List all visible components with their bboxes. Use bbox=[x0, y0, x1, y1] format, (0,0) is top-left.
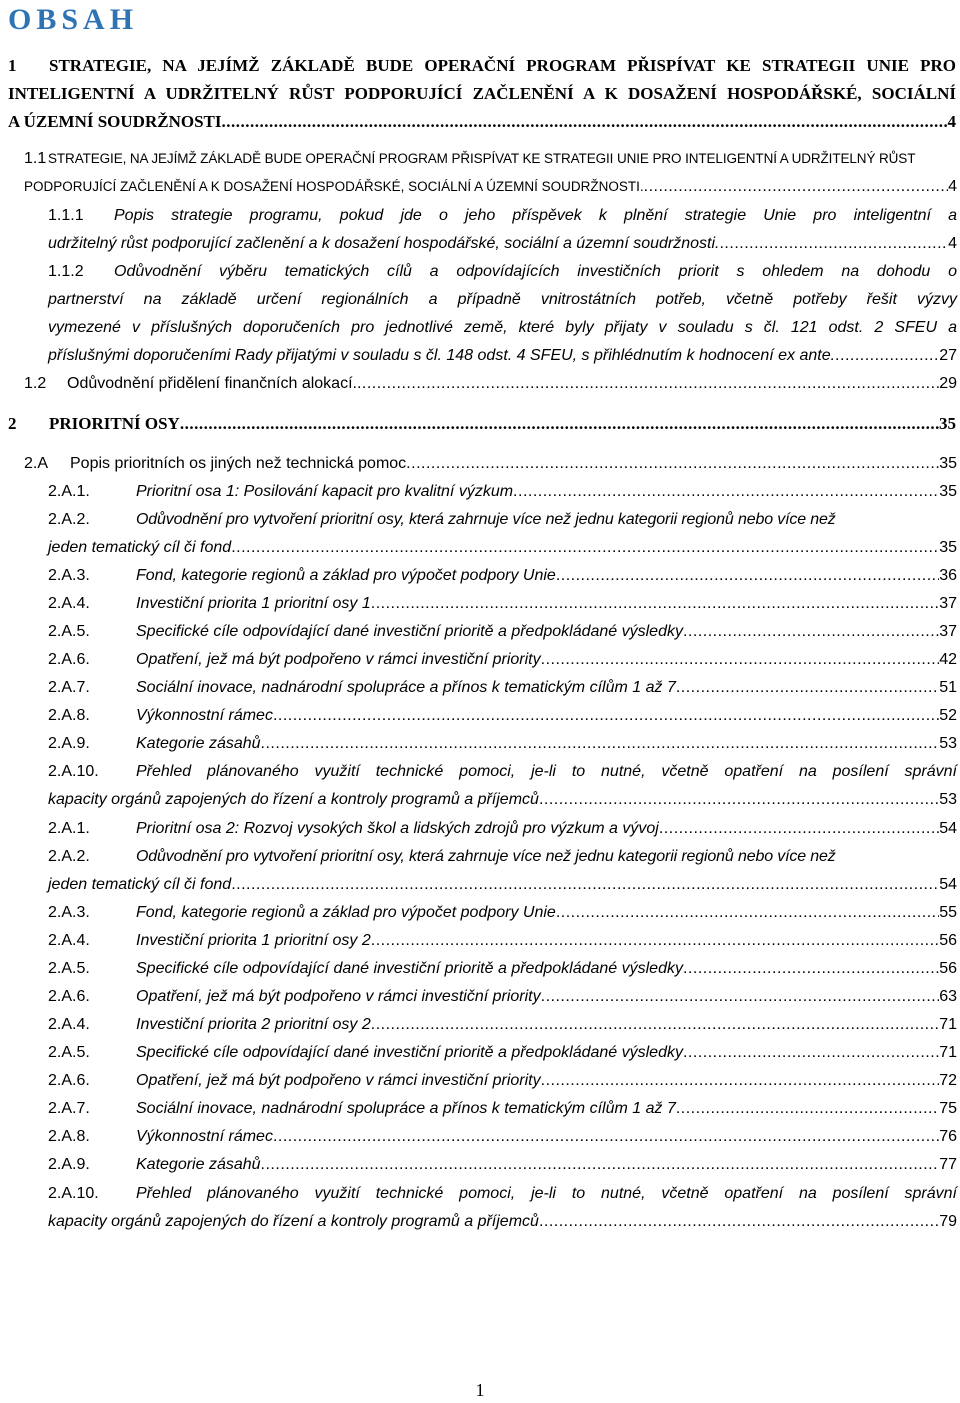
toc-leader bbox=[835, 342, 939, 370]
toc-entry-title: Přehled plánovaného využití technické pomoci, je-li to nutné, včetně opatření na posílení správní bbox=[136, 763, 957, 780]
toc-page-number: 52 bbox=[939, 707, 957, 724]
toc-entry-title: udržitelný růst podporující začlenění a k dosažení hospodářské, sociální a územní soudržnosti. bbox=[48, 235, 720, 252]
toc-entry-title: Popis strategie programu, pokud jde o jeho příspěvek k plnění strategie Unie pro inteligentní a bbox=[114, 207, 957, 224]
toc-page-number: 29 bbox=[939, 375, 957, 392]
toc-entry-title: Sociální inovace, nadnárodní spolupráce a přínos k tematickým cílům 1 až 7 bbox=[136, 679, 676, 696]
toc-entry-number: 2.A.2. bbox=[48, 848, 90, 865]
toc-entry[interactable] bbox=[48, 1039, 957, 1067]
toc-entry-title: Přehled plánovaného využití technické pomoci, je-li to nutné, včetně opatření na posílení správní bbox=[136, 1185, 957, 1202]
toc-entry-number: 2.A.6. bbox=[48, 988, 90, 1005]
toc-leader bbox=[231, 871, 939, 899]
toc-leader bbox=[676, 1095, 939, 1123]
toc-entry[interactable] bbox=[48, 202, 957, 258]
toc-entry-title: Kategorie zásahů bbox=[136, 1156, 261, 1173]
toc-entry-title: Odůvodnění přidělení finančních alokací. bbox=[67, 375, 357, 392]
toc-entry[interactable] bbox=[48, 590, 957, 618]
toc-page-number: 42 bbox=[939, 651, 957, 668]
toc-entry[interactable] bbox=[48, 1180, 957, 1236]
toc-leader bbox=[539, 1208, 939, 1236]
toc-entry-number: 2.A.8. bbox=[48, 1128, 90, 1145]
toc-entry-number: 2.A.9. bbox=[48, 735, 90, 752]
toc-entry-title: kapacity orgánů zapojených do řízení a kontroly programů a příjemců bbox=[48, 791, 539, 808]
toc-entry-title: Prioritní osa 2: Rozvoj vysokých škol a lidských zdrojů pro výzkum a vývoj bbox=[136, 820, 659, 837]
toc-page-number: 54 bbox=[939, 876, 957, 893]
toc-leader bbox=[513, 478, 939, 506]
toc-entry[interactable] bbox=[8, 410, 956, 438]
toc-entry[interactable] bbox=[24, 450, 957, 478]
toc-entry-title: PODPORUJÍCÍ ZAČLENĚNÍ A K DOSAŽENÍ HOSPODÁŘSKÉ, SOCIÁLNÍ A ÚZEMNÍ SOUDRŽNOSTI. bbox=[24, 179, 644, 194]
toc-entry[interactable] bbox=[48, 1011, 957, 1039]
toc-page-number: 71 bbox=[939, 1016, 957, 1033]
toc-entry-title: Odůvodnění pro vytvoření prioritní osy, která zahrnuje více než jednu kategorii regionů nebo více než bbox=[136, 511, 836, 528]
toc-entry-title: Specifické cíle odpovídající dané investiční prioritě a předpokládané výsledky bbox=[136, 623, 683, 640]
toc-entry-number: 2.A.7. bbox=[48, 1100, 90, 1117]
toc-entry-title: jeden tematický cíl či fond bbox=[48, 876, 232, 893]
toc-page-number: 72 bbox=[939, 1072, 957, 1089]
toc-entry-title: Investiční priorita 1 prioritní osy 1 bbox=[136, 595, 371, 612]
toc-leader bbox=[371, 590, 939, 618]
toc-entry-number: 1.2 bbox=[24, 375, 47, 392]
toc-page-number: 4 bbox=[948, 178, 957, 195]
toc-entry[interactable] bbox=[48, 730, 957, 758]
toc-leader bbox=[644, 173, 948, 201]
toc-entry-title: Sociální inovace, nadnárodní spolupráce a přínos k tematickým cílům 1 až 7 bbox=[136, 1100, 676, 1117]
toc-entry-number: 2.A.6. bbox=[48, 651, 90, 668]
toc-entry-number: 2.A.5. bbox=[48, 623, 90, 640]
toc-page-number: 79 bbox=[939, 1213, 957, 1230]
toc-entry[interactable] bbox=[48, 758, 957, 814]
toc-entry-number: 2.A.1. bbox=[48, 820, 90, 837]
toc-entry-title: partnerství na základě určení regionálních a případně vnitrostátních potřeb, včetně potřeby řešit výzvy bbox=[48, 291, 957, 308]
toc-entry[interactable] bbox=[8, 52, 956, 136]
toc-entry-number: 1.1.1 bbox=[48, 207, 84, 224]
toc-leader bbox=[683, 1039, 939, 1067]
toc-page-number: 55 bbox=[939, 904, 957, 921]
toc-entry[interactable] bbox=[48, 646, 957, 674]
toc-page-number: 4 bbox=[947, 112, 956, 131]
toc-entry-title: Fond, kategorie regionů a základ pro výpočet podpory Unie bbox=[136, 904, 556, 921]
toc-entry-number: 1.1 bbox=[24, 150, 47, 167]
toc-entry-number: 2.A.8. bbox=[48, 707, 90, 724]
toc-entry-title: PRIORITNÍ OSY bbox=[49, 414, 180, 433]
toc-page-number: 35 bbox=[939, 539, 957, 556]
toc-leader bbox=[371, 927, 939, 955]
toc-entry-number: 2.A.4. bbox=[48, 1016, 90, 1033]
toc-entry[interactable] bbox=[24, 370, 957, 398]
toc-page-number: 35 bbox=[939, 414, 956, 433]
toc-entry-title: Investiční priorita 2 prioritní osy 2 bbox=[136, 1016, 371, 1033]
toc-entry-title: vymezené v příslušných doporučeních pro jednotlivé země, které byly přijaty v souladu s čl. 121 odst. 2 SFEU a bbox=[48, 319, 957, 336]
toc-entry[interactable] bbox=[48, 618, 957, 646]
toc-entry-number: 2.A.7. bbox=[48, 679, 90, 696]
toc-entry[interactable] bbox=[48, 927, 957, 955]
toc-entry-title: STRATEGIE, NA JEJÍMŽ ZÁKLADĚ BUDE OPERAČNÍ PROGRAM PŘISPÍVAT KE STRATEGII UNIE PRO bbox=[49, 56, 956, 75]
toc-entry-title: Výkonnostní rámec bbox=[136, 707, 273, 724]
toc-entry-number: 1.1.2 bbox=[48, 263, 84, 280]
toc-entry[interactable] bbox=[48, 843, 957, 899]
toc-entry-number: 2.A.6. bbox=[48, 1072, 90, 1089]
page-title: OBSAH bbox=[8, 3, 139, 36]
toc-entry[interactable] bbox=[48, 1123, 957, 1151]
toc-entry[interactable] bbox=[48, 674, 957, 702]
toc-entry-title: Výkonnostní rámec bbox=[136, 1128, 273, 1145]
toc-page-number: 53 bbox=[939, 735, 957, 752]
toc-entry-number: 2.A.4. bbox=[48, 595, 90, 612]
toc-entry-title: Odůvodnění pro vytvoření prioritní osy, která zahrnuje více než jednu kategorii regionů nebo více než bbox=[136, 848, 836, 865]
toc-page-number: 71 bbox=[939, 1044, 957, 1061]
toc-leader bbox=[556, 562, 939, 590]
toc-page-number: 35 bbox=[939, 483, 957, 500]
toc-leader bbox=[273, 702, 939, 730]
toc-page-number: 4 bbox=[948, 235, 957, 252]
toc-entry-title: Popis prioritních os jiných než technická pomoc bbox=[70, 455, 407, 472]
toc-entry-number: 2.A.3. bbox=[48, 567, 90, 584]
toc-entry[interactable] bbox=[48, 1067, 957, 1095]
toc-entry-number: 2.A.5. bbox=[48, 1044, 90, 1061]
toc-entry-number: 2.A.10. bbox=[48, 763, 99, 780]
toc-page-number: 75 bbox=[939, 1100, 957, 1117]
toc-leader bbox=[541, 1067, 940, 1095]
toc-entry-number: 2 bbox=[8, 414, 17, 433]
toc-entry[interactable] bbox=[48, 983, 957, 1011]
toc-page-number: 53 bbox=[939, 791, 957, 808]
toc-entry[interactable] bbox=[48, 702, 957, 730]
toc-entry-number: 2.A.3. bbox=[48, 904, 90, 921]
toc-entry-title: Investiční priorita 1 prioritní osy 2 bbox=[136, 932, 371, 949]
toc-entry-title: Prioritní osa 1: Posilování kapacit pro kvalitní výzkum bbox=[136, 483, 514, 500]
toc-entry-title: Opatření, jež má být podpořeno v rámci investiční priority bbox=[136, 651, 541, 668]
toc-entry-title: příslušnými doporučeními Rady přijatými v souladu s čl. 148 odst. 4 SFEU, s přihlédnutím k hodnocení ex ante. bbox=[48, 347, 836, 364]
toc-entry[interactable] bbox=[48, 955, 957, 983]
toc-entry-number: 2.A.2. bbox=[48, 511, 90, 528]
toc-leader bbox=[180, 410, 939, 438]
toc-leader bbox=[676, 674, 939, 702]
toc-leader bbox=[683, 618, 939, 646]
toc-entry-number: 2.A.5. bbox=[48, 960, 90, 977]
toc-page-number: 51 bbox=[939, 679, 957, 696]
toc-page-number: 76 bbox=[939, 1128, 957, 1145]
page-number-footer: 1 bbox=[475, 1380, 485, 1400]
toc-entry[interactable] bbox=[48, 1151, 957, 1179]
toc-page-number: 37 bbox=[939, 595, 957, 612]
toc-leader bbox=[541, 646, 940, 674]
toc-leader bbox=[539, 786, 939, 814]
toc-page-number: 54 bbox=[939, 820, 957, 837]
toc-entry-title: kapacity orgánů zapojených do řízení a kontroly programů a příjemců bbox=[48, 1213, 539, 1230]
toc-entry-title: Odůvodnění výběru tematických cílů a odpovídajících investičních priorit s ohledem na dohodu o bbox=[114, 263, 957, 280]
toc-entry-title: A ÚZEMNÍ SOUDRŽNOSTI bbox=[8, 112, 222, 131]
toc-entry[interactable] bbox=[48, 258, 957, 370]
toc-leader bbox=[406, 450, 939, 478]
toc-page-number: 77 bbox=[939, 1156, 957, 1173]
toc-leader bbox=[357, 370, 939, 398]
toc-entry-title: Specifické cíle odpovídající dané investiční prioritě a předpokládané výsledky bbox=[136, 1044, 683, 1061]
toc-page-number: 56 bbox=[939, 960, 957, 977]
toc-entry[interactable] bbox=[48, 1095, 957, 1123]
toc-entry-title: INTELIGENTNÍ A UDRŽITELNÝ RŮST PODPORUJÍCÍ ZAČLENĚNÍ A K DOSAŽENÍ HOSPODÁŘSKÉ, SOCIÁLNÍ bbox=[8, 84, 956, 103]
toc-leader bbox=[556, 899, 939, 927]
toc-leader bbox=[371, 1011, 939, 1039]
toc-entry[interactable] bbox=[48, 478, 957, 506]
toc-entry-title: Specifické cíle odpovídající dané investiční prioritě a předpokládané výsledky bbox=[136, 960, 683, 977]
toc-entry-number: 2.A bbox=[24, 455, 49, 472]
toc-entry-number: 2.A.1. bbox=[48, 483, 90, 500]
toc-leader bbox=[659, 815, 939, 843]
toc-leader bbox=[719, 230, 948, 258]
toc-entry-number: 2.A.4. bbox=[48, 932, 90, 949]
toc-entry[interactable] bbox=[48, 506, 957, 562]
toc-entry[interactable] bbox=[48, 562, 957, 590]
toc-entry[interactable] bbox=[48, 815, 957, 843]
toc-entry[interactable] bbox=[24, 145, 957, 173]
toc-entry-title: Fond, kategorie regionů a základ pro výpočet podpory Unie bbox=[136, 567, 556, 584]
toc-page-number: 27 bbox=[939, 347, 957, 364]
toc-page-number: 35 bbox=[939, 455, 957, 472]
toc-entry-title: jeden tematický cíl či fond bbox=[48, 539, 232, 556]
toc-leader bbox=[222, 108, 948, 136]
toc-leader bbox=[261, 1151, 940, 1179]
toc-page-number: 56 bbox=[939, 932, 957, 949]
toc-entry-number: 1 bbox=[8, 56, 17, 75]
toc-entry[interactable] bbox=[48, 899, 957, 927]
toc-page-number: 37 bbox=[939, 623, 957, 640]
toc-entry-continuation[interactable] bbox=[24, 173, 957, 201]
toc-leader bbox=[273, 1123, 939, 1151]
toc-entry-title: Kategorie zásahů bbox=[136, 735, 261, 752]
toc-leader bbox=[231, 534, 939, 562]
toc-leader bbox=[261, 730, 940, 758]
toc-entry-number: 2.A.10. bbox=[48, 1185, 99, 1202]
toc-entry-number: 2.A.9. bbox=[48, 1156, 90, 1173]
toc-entry-title: Opatření, jež má být podpořeno v rámci investiční priority bbox=[136, 988, 541, 1005]
toc-entry-title: STRATEGIE, NA JEJÍMŽ ZÁKLADĚ BUDE OPERAČNÍ PROGRAM PŘISPÍVAT KE STRATEGII UNIE PRO INTELIGENTNÍ A UDRŽITELNÝ RŮST bbox=[48, 151, 916, 166]
toc-page-number: 63 bbox=[939, 988, 957, 1005]
toc-leader bbox=[541, 983, 940, 1011]
toc-leader bbox=[683, 955, 939, 983]
toc-page-number: 36 bbox=[939, 567, 957, 584]
toc-entry-title: Opatření, jež má být podpořeno v rámci investiční priority bbox=[136, 1072, 541, 1089]
